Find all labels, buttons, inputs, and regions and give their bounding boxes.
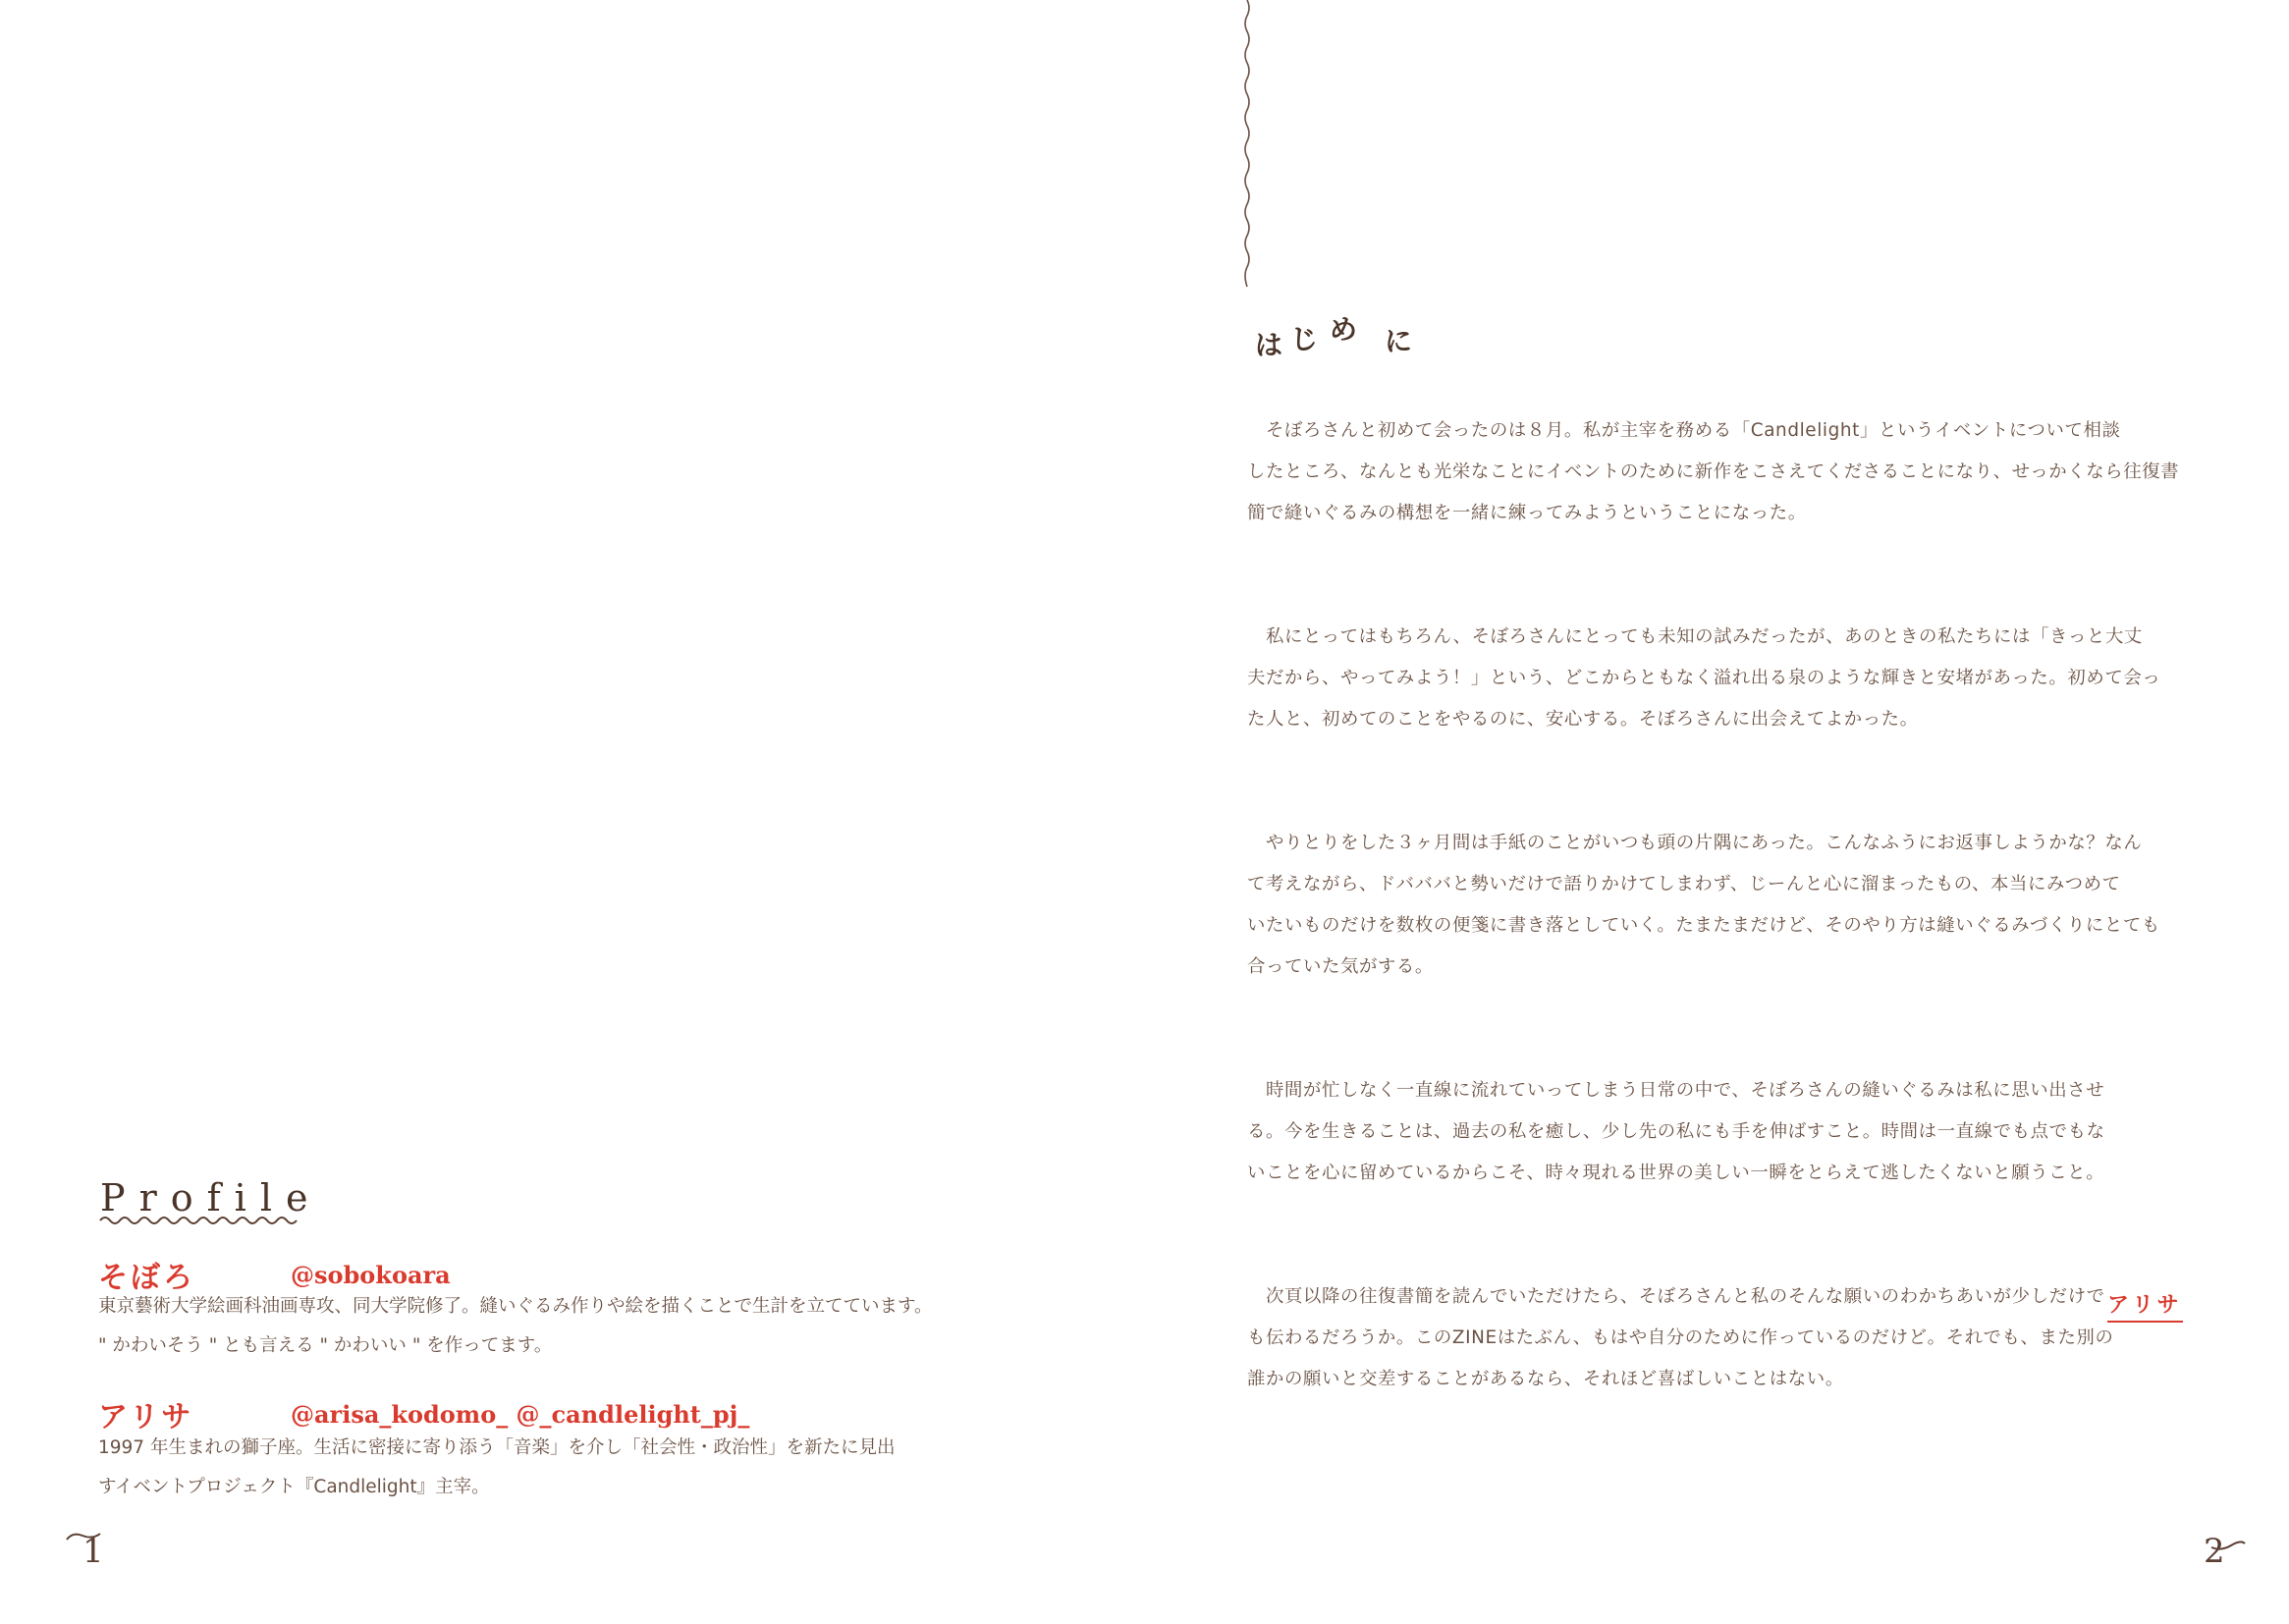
intro-line: いことを心に留めているからこそ、時々現れる世界の美しい一瞬をとらえて逃したくないと願うこと。 — [1247, 1163, 2105, 1183]
hanging-thread — [1239, 0, 1255, 295]
profile-handle[interactable]: @arisa_kodomo_ @_candlelight_pj_ — [291, 1400, 750, 1429]
intro-line: 私にとってはもちろん、そぼろさんにとっても未知の試みだったが、あのときの私たちには「きっと大丈 — [1247, 626, 2143, 647]
intro-line: 夫だから、やってみよう！」という、どこからともなく溢れ出る泉のような輝きと安堵があった。初めて会っ — [1247, 668, 2161, 688]
intro-paragraph — [1247, 1276, 2190, 1400]
intro-line: やりとりをした３ヶ月間は手紙のことがいつも頭の片隅にあった。こんなふうにお返事しようかな？なん — [1247, 833, 2143, 853]
intro-title — [1247, 302, 1424, 361]
profile-bio-line: すイベントプロジェクト『Candlelight』主宰。 — [98, 1477, 490, 1497]
page-number-left: 1 — [82, 1532, 104, 1571]
intro-line: したところ、なんとも光栄なことにイベントのために新作をこさえてくださることになり、せっかくなら往復書 — [1247, 461, 2180, 482]
profile-name: アリサ — [98, 1400, 194, 1435]
intro-paragraph — [1247, 823, 2190, 988]
intro-body — [1247, 410, 2190, 1483]
intro-line: る。今を生きることは、過去の私を癒し、少し先の私にも手を伸ばすこと。時間は一直線でも点でもな — [1247, 1121, 2105, 1142]
intro-line: いたいものだけを数枚の便箋に書き落としていく。たまたまだけど、そのやり方は縫いぐるみづくりにとても — [1247, 915, 2160, 936]
intro-paragraph — [1247, 1070, 2190, 1194]
profile-heading: Profile — [100, 1176, 322, 1219]
page-number-flourish-icon — [2207, 1538, 2247, 1553]
intro-title-char: は — [1255, 329, 1283, 361]
intro-line: 誰かの願いと交差することがあるなら、それほど喜ばしいことはない。 — [1247, 1369, 1844, 1389]
intro-line: 簡で縫いぐるみの構想を一緒に練ってみようということになった。 — [1247, 503, 1807, 523]
page-number-right: 2 — [2204, 1532, 2225, 1571]
intro-title-char: じ — [1290, 323, 1319, 355]
intro-line: も伝わるだろうか。このZINEはたぶん、もはや自分のために作っているのだけど。それでも、また別の — [1247, 1327, 2114, 1348]
signature: アリサ — [2107, 1288, 2183, 1323]
intro-line: た人と、初めてのことをやるのに、安心する。そぼろさんに出会えてよかった。 — [1247, 709, 1919, 730]
intro-title-char: め — [1330, 313, 1358, 346]
intro-line: て考えながら、ドバババと勢いだけで語りかけてしまわず、じーんと心に溜まったもの、本当にみつめて — [1247, 874, 2121, 894]
intro-line: そぼろさんと初めて会ったのは８月。私が主宰を務める「Candlelight」というイベントについて相談 — [1247, 420, 2121, 441]
intro-line: 次頁以降の往復書簡を読んでいただけたら、そぼろさんと私のそんな願いのわかちあいが少しだけで — [1247, 1286, 2105, 1307]
intro-title-char: に — [1385, 325, 1413, 357]
intro-line: 時間が忙しなく一直線に流れていってしまう日常の中で、そぼろさんの縫いぐるみは私に思い出させ — [1247, 1080, 2105, 1101]
wavy-underline — [98, 1214, 300, 1227]
profile-name: そぼろ — [98, 1261, 195, 1295]
profile-bio-line: 東京藝術大学絵画科油画専攻、同大学院修了。縫いぐるみ作りや絵を描くことで生計を立てています。 — [98, 1296, 933, 1317]
intro-line: 合っていた気がする。 — [1247, 956, 1434, 977]
profile-bio-line: 1997 年生まれの獅子座。生活に密接に寄り添う「音楽」を介し「社会性・政治性」を新たに見出 — [98, 1437, 896, 1458]
profile-bio-line: " かわいそう " とも言える " かわいい " を作ってます。 — [98, 1335, 553, 1356]
intro-paragraph — [1247, 410, 2190, 534]
profile-handle[interactable]: @sobokoara — [291, 1261, 451, 1289]
intro-paragraph — [1247, 617, 2190, 740]
